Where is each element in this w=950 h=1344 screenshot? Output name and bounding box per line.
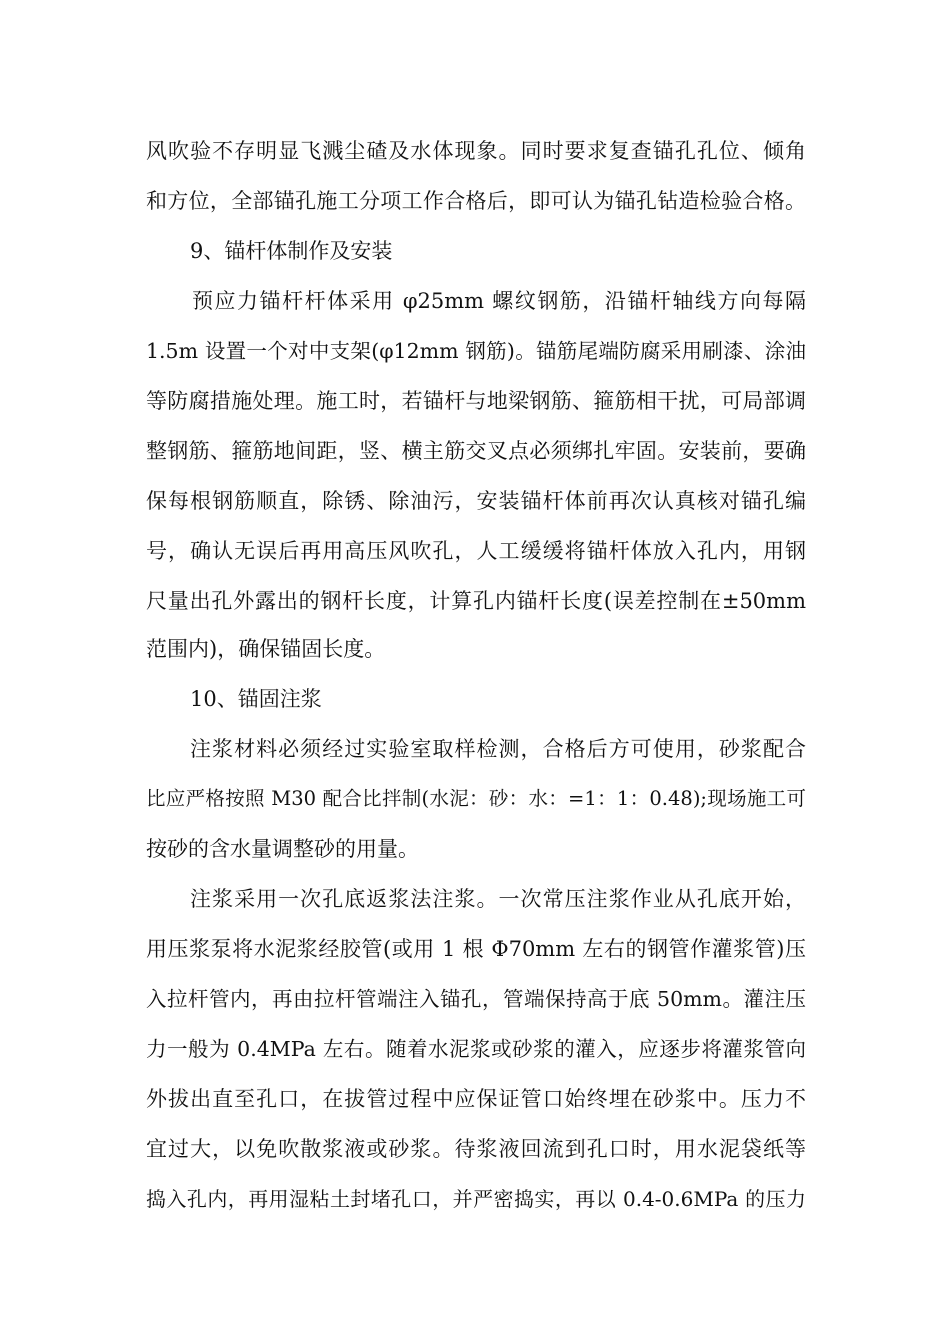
- text-line: 入拉杆管内，再由拉杆管端注入锚孔，管端保持高于底 50mm。灌注压: [146, 987, 806, 1011]
- section-heading: 9、锚杆体制作及安装: [190, 239, 393, 263]
- text-line: 整钢筋、箍筋地间距，竖、横主筋交叉点必须绑扎牢固。安装前，要确: [146, 439, 806, 463]
- text-line: 比应严格按照 M30 配合比拌制(水泥：砂：水：=1：1：0.48);现场施工可: [146, 787, 806, 810]
- text-line: 宜过大，以免吹散浆液或砂浆。待浆液回流到孔口时，用水泥袋纸等: [146, 1137, 806, 1161]
- text-line: 等防腐措施处理。施工时，若锚杆与地梁钢筋、箍筋相干扰，可局部调: [146, 389, 806, 413]
- text-line: 预应力锚杆杆体采用 φ25mm 螺纹钢筋，沿锚杆轴线方向每隔: [192, 289, 806, 313]
- text-line: 号，确认无误后再用高压风吹孔，人工缓缓将锚杆体放入孔内，用钢: [146, 539, 806, 563]
- section-heading: 10、锚固注浆: [190, 687, 322, 711]
- text-line: 外拔出直至孔口，在拔管过程中应保证管口始终埋在砂浆中。压力不: [146, 1087, 806, 1111]
- text-line: 注浆采用一次孔底返浆法注浆。一次常压注浆作业从孔底开始，: [190, 887, 806, 911]
- text-line: 范围内)，确保锚固长度。: [146, 637, 386, 661]
- text-line: 保每根钢筋顺直，除锈、除油污，安装锚杆体前再次认真核对锚孔编: [146, 489, 806, 513]
- text-line: 按砂的含水量调整砂的用量。: [146, 837, 419, 861]
- text-line: 和方位，全部锚孔施工分项工作合格后，即可认为锚孔钻造检验合格。: [146, 189, 806, 213]
- text-line: 用压浆泵将水泥浆经胶管(或用 1 根 Φ70mm 左右的钢管作灌浆管)压: [146, 937, 806, 961]
- text-line: 力一般为 0.4MPa 左右。随着水泥浆或砂浆的灌入，应逐步将灌浆管向: [146, 1037, 806, 1061]
- text-line: 捣入孔内，再用湿粘土封堵孔口，并严密捣实，再以 0.4-0.6MPa 的压力: [146, 1187, 806, 1211]
- text-line: 1.5m 设置一个对中支架(φ12mm 钢筋)。锚筋尾端防腐采用刷漆、涂油: [146, 339, 806, 363]
- text-line: 风吹验不存明显飞溅尘碴及水体现象。同时要求复查锚孔孔位、倾角: [146, 139, 806, 163]
- text-line: 注浆材料必须经过实验室取样检测，合格后方可使用，砂浆配合: [190, 737, 806, 761]
- text-line: 尺量出孔外露出的钢杆长度，计算孔内锚杆长度(误差控制在±50mm: [146, 589, 806, 613]
